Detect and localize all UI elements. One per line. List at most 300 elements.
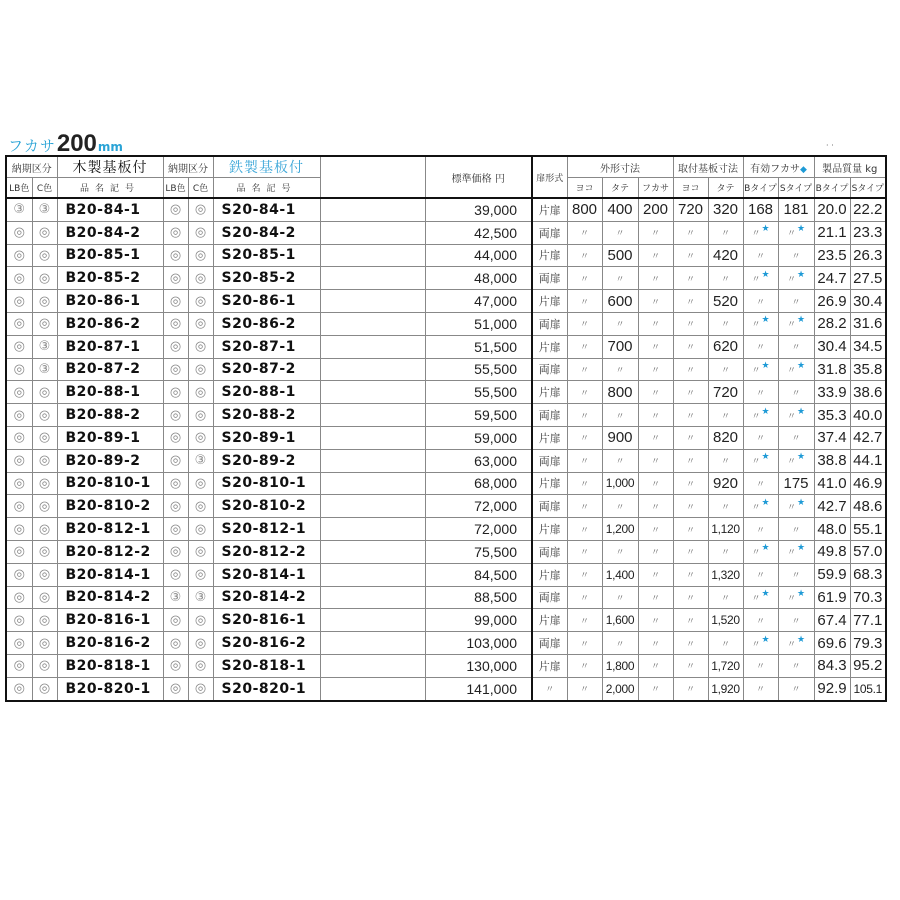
wood-c-color-cell (32, 654, 57, 677)
weight-s-value: 34.5 (853, 338, 883, 356)
steel-lb-color-cell (163, 267, 188, 290)
price-value: 72,000 (474, 498, 517, 515)
steel-c-color-cell (188, 677, 213, 700)
price-cell (425, 654, 532, 677)
table-row (6, 654, 886, 677)
outer-depth-cell (638, 563, 673, 586)
table-row (6, 677, 886, 700)
weight-b-value: 37.4 (817, 429, 847, 447)
effective-depth-b-value: 〃 (751, 501, 761, 512)
price-cell (425, 495, 532, 518)
price-cell (425, 426, 532, 449)
steel-product-code-cell (213, 198, 320, 221)
wood-lb-color-cell (6, 609, 32, 632)
weight-b-value: 33.9 (817, 383, 847, 401)
table-row (6, 244, 886, 267)
outer-height-cell (602, 677, 638, 700)
wood-c-color-value: ◎ (38, 247, 51, 263)
outer-depth-value: 〃 (650, 524, 660, 535)
outer-depth-cell (638, 381, 673, 404)
mount-width-value: 〃 (685, 273, 695, 284)
outer-depth-cell (638, 472, 673, 495)
steel-product-code-cell (213, 540, 320, 563)
header-weight: 製品質量 kg (814, 156, 886, 178)
steel-c-color-value: ◎ (194, 225, 207, 241)
blank-cell-cell (320, 495, 425, 518)
blank-cell-cell (320, 267, 425, 290)
effective-depth-s-value: 〃 (791, 661, 801, 672)
mount-height-cell (708, 404, 743, 427)
wood-c-color-cell (32, 495, 57, 518)
door-type-cell (532, 609, 567, 632)
outer-depth-cell (638, 609, 673, 632)
wood-lb-color-cell (6, 563, 32, 586)
outer-height-value: 400 (607, 201, 633, 219)
wood-lb-color-cell (6, 358, 32, 381)
steel-c-color-cell (188, 404, 213, 427)
weight-b-value: 31.8 (817, 360, 847, 378)
table-row (6, 563, 886, 586)
star-icon: ★ (796, 451, 806, 462)
price-cell (425, 358, 532, 381)
effective-depth-b-value: 〃 (755, 524, 765, 535)
wood-product-code-value: B20-820-1 (65, 680, 151, 697)
steel-c-color-cell (188, 312, 213, 335)
header-wood-lb-color: LB色 (6, 178, 32, 199)
weight-b-cell (814, 654, 850, 677)
steel-c-color-value: ◎ (194, 498, 207, 514)
blank-cell-cell (320, 290, 425, 313)
outer-height-value: 800 (607, 383, 633, 401)
price-cell (425, 563, 532, 586)
effective-depth-s-value: 〃 (786, 410, 796, 421)
outer-height-cell (602, 449, 638, 472)
depth-title-value: 200 (56, 130, 97, 157)
steel-c-color-value: ◎ (194, 681, 207, 697)
effective-depth-s-cell (778, 358, 814, 381)
wood-lb-color-cell (6, 267, 32, 290)
steel-lb-color-cell (163, 426, 188, 449)
outer-depth-value: 〃 (650, 478, 660, 489)
outer-width-value: 〃 (579, 410, 589, 421)
outer-width-value: 〃 (579, 547, 589, 558)
mount-height-value: 1,920 (711, 681, 740, 696)
effective-depth-b-cell (743, 563, 778, 586)
effective-depth-b-value: 〃 (751, 364, 761, 375)
effective-depth-b-value: 〃 (751, 228, 761, 239)
mount-height-cell (708, 426, 743, 449)
outer-depth-value: 〃 (650, 296, 660, 307)
outer-width-cell (567, 677, 602, 700)
steel-product-code-cell (213, 677, 320, 700)
steel-product-code-value: S20-818-1 (221, 657, 307, 674)
effective-depth-b-value: 〃 (751, 410, 761, 421)
price-cell (425, 267, 532, 290)
weight-b-cell (814, 449, 850, 472)
outer-width-value: 〃 (579, 592, 589, 603)
steel-product-code-cell (213, 426, 320, 449)
price-cell (425, 586, 532, 609)
door-type-value: 両扉 (538, 545, 561, 559)
steel-product-code-cell (213, 472, 320, 495)
mount-height-cell (708, 609, 743, 632)
steel-c-color-value: ◎ (194, 567, 207, 583)
outer-width-cell (567, 518, 602, 541)
price-value: 59,000 (474, 429, 517, 446)
effective-depth-s-value: 〃 (791, 433, 801, 444)
effective-depth-s-cell (778, 426, 814, 449)
mount-height-value: 320 (712, 201, 739, 219)
door-type-value: 片扉 (538, 568, 561, 582)
wood-c-color-cell (32, 586, 57, 609)
wood-c-color-cell (32, 632, 57, 655)
wood-product-code-value: B20-88-1 (65, 384, 141, 401)
weight-s-value: 38.6 (853, 383, 883, 401)
effective-depth-s-cell (778, 609, 814, 632)
mount-width-value: 〃 (685, 524, 695, 535)
steel-c-color-value: ◎ (194, 475, 207, 491)
outer-height-cell (602, 267, 638, 290)
steel-lb-color-cell (163, 312, 188, 335)
outer-width-cell (567, 654, 602, 677)
steel-lb-color-cell (163, 381, 188, 404)
mount-width-cell (673, 221, 708, 244)
effective-depth-b-cell (743, 404, 778, 427)
wood-c-color-value: ◎ (38, 475, 51, 491)
mount-height-value: 1,720 (711, 658, 740, 673)
price-value: 44,000 (474, 247, 517, 264)
price-value: 99,000 (474, 612, 517, 629)
mount-width-cell (673, 198, 708, 221)
star-icon: ★ (796, 268, 806, 279)
star-icon: ★ (761, 268, 770, 279)
mount-width-cell (673, 335, 708, 358)
effective-depth-s-cell (778, 518, 814, 541)
mount-height-value: 920 (712, 474, 739, 492)
wood-product-code-cell (57, 632, 163, 655)
mount-width-cell (673, 358, 708, 381)
effective-depth-s-value: 〃 (786, 501, 796, 512)
effective-depth-b-cell (743, 290, 778, 313)
header-wood-product-code: 品名記号 (57, 178, 163, 199)
steel-c-color-value: ◎ (194, 384, 207, 400)
table-body (6, 198, 886, 701)
steel-lb-color-cell (163, 472, 188, 495)
weight-b-cell (814, 586, 850, 609)
blank-cell-cell (320, 312, 425, 335)
outer-width-value: 〃 (579, 342, 589, 353)
door-type-cell (532, 540, 567, 563)
price-cell (425, 632, 532, 655)
steel-c-color-cell (188, 358, 213, 381)
mount-height-value: 620 (712, 338, 739, 356)
outer-height-cell (602, 632, 638, 655)
weight-b-cell (814, 518, 850, 541)
steel-lb-color-value: ◎ (169, 407, 182, 423)
outer-depth-value: 〃 (650, 456, 660, 467)
wood-c-color-value: ◎ (38, 635, 51, 651)
steel-c-color-value: ◎ (194, 544, 207, 560)
mount-width-value: 〃 (685, 615, 695, 626)
steel-c-color-value: ◎ (194, 270, 207, 286)
outer-height-value: 〃 (615, 592, 625, 603)
mount-height-cell (708, 563, 743, 586)
outer-width-cell (567, 632, 602, 655)
mount-height-value: 〃 (720, 638, 730, 649)
blank-cell-cell (320, 198, 425, 221)
weight-s-value: 79.3 (853, 634, 883, 652)
mount-width-cell (673, 267, 708, 290)
outer-depth-cell (638, 290, 673, 313)
mount-height-value: 520 (712, 292, 739, 310)
wood-c-color-cell (32, 518, 57, 541)
steel-lb-color-value: ◎ (169, 612, 182, 628)
wood-c-color-value: ◎ (38, 521, 51, 537)
wood-product-code-cell (57, 267, 163, 290)
effective-depth-b-value: 〃 (755, 478, 765, 489)
outer-height-value: 〃 (615, 501, 625, 512)
steel-lb-color-cell (163, 563, 188, 586)
outer-depth-cell (638, 632, 673, 655)
weight-b-cell (814, 563, 850, 586)
door-type-cell (532, 244, 567, 267)
mount-height-value: 1,320 (711, 567, 740, 582)
outer-height-cell (602, 563, 638, 586)
wood-product-code-cell (57, 586, 163, 609)
effective-depth-b-value: 〃 (751, 273, 761, 284)
wood-c-color-value: ◎ (38, 270, 51, 286)
steel-product-code-value: S20-88-1 (221, 384, 296, 401)
outer-width-cell (567, 221, 602, 244)
outer-width-value: 〃 (579, 433, 589, 444)
steel-lb-color-value: ◎ (169, 658, 182, 674)
header-steel-product-code: 品名記号 (213, 178, 320, 199)
steel-lb-color-cell (163, 335, 188, 358)
steel-c-color-value: ◎ (194, 612, 207, 628)
mount-height-cell (708, 586, 743, 609)
header-mount-height: タテ (708, 178, 743, 199)
effective-depth-s-value: 〃 (791, 250, 801, 261)
steel-c-color-value: ③ (194, 453, 207, 469)
steel-lb-color-cell (163, 609, 188, 632)
weight-s-value: 68.3 (853, 566, 883, 584)
outer-height-cell (602, 609, 638, 632)
outer-height-value: 900 (607, 429, 633, 447)
price-cell (425, 221, 532, 244)
wood-product-code-value: B20-812-2 (65, 543, 151, 560)
table-row (6, 518, 886, 541)
wood-c-color-value: ◎ (38, 658, 51, 674)
mount-height-value: 〃 (720, 592, 730, 603)
weight-s-value: 26.3 (853, 246, 883, 264)
door-type-value: 片扉 (538, 295, 561, 309)
mount-width-cell (673, 290, 708, 313)
outer-height-value: 〃 (615, 410, 625, 421)
wood-c-color-value: ◎ (38, 293, 51, 309)
wood-product-code-value: B20-816-2 (65, 635, 151, 652)
blank-cell-cell (320, 518, 425, 541)
weight-s-value: 105.1 (853, 681, 883, 696)
outer-width-cell (567, 540, 602, 563)
weight-s-cell (850, 335, 886, 358)
steel-c-color-value: ◎ (194, 293, 207, 309)
depth-title (8, 130, 123, 157)
wood-product-code-value: B20-88-2 (65, 407, 141, 424)
mount-width-cell (673, 426, 708, 449)
mount-height-cell (708, 495, 743, 518)
steel-product-code-cell (213, 449, 320, 472)
wood-c-color-cell (32, 244, 57, 267)
wood-lb-color-cell (6, 198, 32, 221)
price-value: 75,500 (474, 543, 517, 560)
wood-product-code-value: B20-814-2 (65, 589, 151, 606)
weight-s-value: 40.0 (853, 406, 883, 424)
effective-depth-s-cell (778, 335, 814, 358)
table-row (6, 426, 886, 449)
door-type-value: 両扉 (538, 409, 561, 423)
table-row (6, 358, 886, 381)
outer-height-value: 1,600 (605, 613, 635, 628)
wood-product-code-cell (57, 198, 163, 221)
diamond-icon: ◆ (799, 164, 807, 175)
mount-height-value: 420 (712, 246, 739, 264)
mount-width-value: 〃 (685, 364, 695, 375)
effective-depth-s-value: 〃 (791, 524, 801, 535)
effective-depth-b-cell (743, 472, 778, 495)
wood-c-color-value: ◎ (38, 384, 51, 400)
price-value: 55,500 (474, 361, 517, 378)
effective-depth-s-value: 〃 (786, 456, 796, 467)
outer-depth-value: 〃 (650, 638, 660, 649)
price-cell (425, 381, 532, 404)
outer-depth-value: 〃 (650, 250, 660, 261)
door-type-value: 片扉 (538, 523, 561, 537)
price-value: 103,000 (466, 635, 517, 652)
outer-depth-value: 〃 (650, 319, 660, 330)
mount-width-value: 〃 (685, 684, 695, 695)
effective-depth-b-cell (743, 335, 778, 358)
effective-depth-b-cell (743, 609, 778, 632)
wood-c-color-cell (32, 404, 57, 427)
blank-cell-cell (320, 632, 425, 655)
mount-width-value: 〃 (685, 501, 695, 512)
price-cell (425, 677, 532, 700)
steel-c-color-cell (188, 609, 213, 632)
outer-depth-cell (638, 654, 673, 677)
wood-lb-color-value: ◎ (13, 247, 25, 263)
mount-width-value: 〃 (685, 456, 695, 467)
door-type-value: 〃 (545, 685, 555, 696)
outer-width-value: 〃 (579, 661, 589, 672)
wood-c-color-value: ◎ (38, 430, 51, 446)
table-row (6, 335, 886, 358)
header-outer-dimensions: 外形寸法 (567, 156, 673, 178)
outer-width-cell (567, 335, 602, 358)
table-row (6, 267, 886, 290)
wood-c-color-cell (32, 198, 57, 221)
blank-cell-cell (320, 586, 425, 609)
door-type-cell (532, 198, 567, 221)
blank-cell-cell (320, 335, 425, 358)
steel-product-code-value: S20-89-2 (221, 452, 296, 469)
wood-c-color-value: ◎ (38, 681, 51, 697)
steel-product-code-value: S20-816-1 (221, 612, 307, 629)
wood-product-code-cell (57, 677, 163, 700)
outer-height-cell (602, 335, 638, 358)
outer-depth-value: 〃 (650, 410, 660, 421)
price-cell (425, 290, 532, 313)
steel-c-color-cell (188, 632, 213, 655)
outer-height-value: 〃 (615, 547, 625, 558)
decorative-dots: · · (826, 141, 834, 150)
outer-height-cell (602, 221, 638, 244)
effective-depth-b-value: 168 (747, 201, 774, 219)
wood-c-color-cell (32, 312, 57, 335)
steel-lb-color-cell (163, 518, 188, 541)
steel-c-color-value: ◎ (194, 361, 207, 377)
outer-width-value: 〃 (579, 296, 589, 307)
weight-s-cell (850, 290, 886, 313)
weight-b-cell (814, 632, 850, 655)
wood-c-color-cell (32, 609, 57, 632)
outer-height-value: 〃 (615, 364, 625, 375)
wood-lb-color-cell (6, 654, 32, 677)
effective-depth-b-value: 〃 (751, 456, 761, 467)
wood-c-color-cell (32, 267, 57, 290)
effective-depth-s-value: 〃 (786, 547, 796, 558)
outer-width-cell (567, 381, 602, 404)
price-value: 51,500 (474, 338, 517, 355)
mount-height-cell (708, 677, 743, 700)
weight-b-value: 92.9 (817, 680, 847, 698)
door-type-cell (532, 335, 567, 358)
effective-depth-s-value: 〃 (791, 684, 801, 695)
weight-s-value: 30.4 (853, 292, 883, 310)
door-type-value: 両扉 (538, 454, 561, 468)
table-row (6, 290, 886, 313)
steel-c-color-cell (188, 495, 213, 518)
outer-width-cell (567, 449, 602, 472)
outer-depth-cell (638, 426, 673, 449)
mount-width-cell (673, 381, 708, 404)
outer-width-value: 〃 (579, 684, 589, 695)
steel-c-color-value: ◎ (194, 658, 207, 674)
steel-lb-color-cell (163, 221, 188, 244)
effective-depth-b-value: 〃 (751, 547, 761, 558)
weight-s-cell (850, 563, 886, 586)
blank-cell-cell (320, 426, 425, 449)
mount-height-cell (708, 198, 743, 221)
table-row (6, 449, 886, 472)
outer-width-cell (567, 198, 602, 221)
wood-lb-color-value: ◎ (13, 339, 25, 355)
weight-s-cell (850, 677, 886, 700)
steel-product-code-cell (213, 563, 320, 586)
price-cell (425, 609, 532, 632)
effective-depth-s-cell (778, 381, 814, 404)
effective-depth-b-cell (743, 632, 778, 655)
header-steel-base: 鉄製基板付 (213, 156, 320, 178)
effective-depth-s-cell (778, 632, 814, 655)
outer-depth-value: 〃 (650, 387, 660, 398)
effective-depth-s-value: 181 (783, 201, 809, 219)
outer-height-cell (602, 426, 638, 449)
steel-c-color-cell (188, 449, 213, 472)
blank-cell-cell (320, 654, 425, 677)
header-eff-b-type: Bタイプ (743, 178, 778, 199)
steel-product-code-cell (213, 654, 320, 677)
weight-s-value: 22.2 (853, 201, 883, 219)
